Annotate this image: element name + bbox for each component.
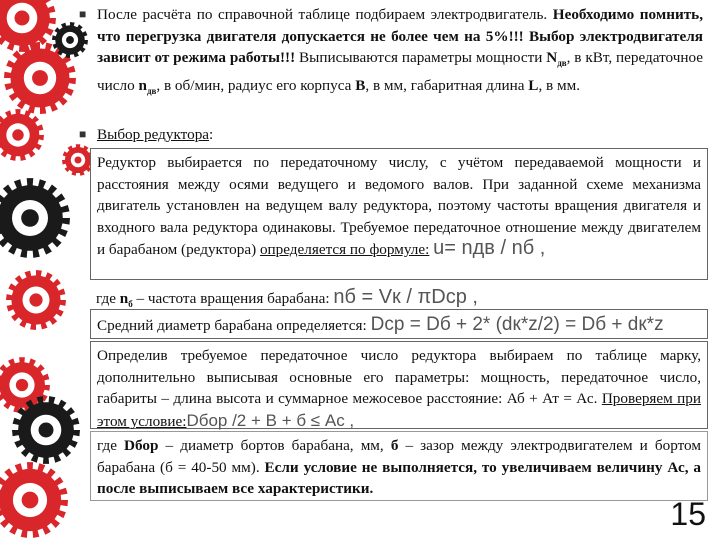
drum-speed-formula: nб = Vк / πDср ,	[333, 286, 478, 308]
selection-paragraph: Определив требуемое передаточное число редуктора выбираем по таблице марку, дополнительно выписывая основные его параметры: мощность, передаточное число, габариты – длина высота и суммарное межосевое расстояние: Аб + Ат = Ас. Проверяем при этом условие:Dбор /2 + B + б ≤ Ас ,	[90, 341, 708, 429]
reducer-paragraph: Редуктор выбирается по передаточному числу, с учётом передаваемой мощности и расстояния между осями ведущего и ведомого валов. При заданной схеме механизма двигатель установлен на ведущем валу редуктора, поэтому частоты вращения двигателя и входного вала редуктора одинаковы. Требуемое передаточное отношение между двигателем и барабаном (редуктора) определяется по формуле: u= nдв / nб ,	[90, 148, 708, 280]
bullet-marker: ■	[79, 7, 87, 21]
reducer-selection-link[interactable]: Выбор редуктора	[97, 126, 210, 143]
gear-ratio-formula: u= nдв / nб ,	[433, 237, 546, 260]
mean-diameter-row: Средний диаметр барабана определяется: Dср = Dб + 2* (dк*z/2) = Dб + dк*z	[90, 309, 708, 339]
bullet-reducer-selection: ■ Выбор редуктора:	[97, 124, 703, 146]
bullet-motor-selection	[79, 4, 703, 102]
condition-link[interactable]: Проверяем при этом условие:	[97, 390, 702, 430]
drum-speed-row: где $n_б$ – частота вращения барабана: nб = Vк / πDср ,	[96, 286, 478, 310]
bullet-marker: ■	[79, 127, 87, 141]
conclusion-paragraph: где Dбор – диаметр бортов барабана, мм, б – зазор между электродвигателем и бортом барабана (б = 40-50 мм). Если условие не выполняется, то увеличиваем величину Ас, а после выписываем все характеристики.	[90, 431, 708, 501]
mean-diameter-formula: Dср = Dб + 2* (dк*z/2) = Dб + dк*z	[370, 314, 664, 335]
conclusion-emphasis: Если условие не выполняется, то увеличиваем величину Ас, а после выписываем все характеристики.	[97, 458, 701, 498]
formula-link[interactable]: определяется по формуле:	[259, 241, 430, 259]
page-number: 15	[670, 496, 706, 532]
condition-formula: Dбор /2 + B + б ≤ Ас ,	[186, 410, 355, 430]
overload-warning: Необходимо помнить, что перегрузка двигателя допускается не более чем на 5%!!! Выбор электродвигателя зависит от режима работы!!!	[97, 6, 703, 67]
motor-selection-text: После расчёта по справочной таблице подбираем электродвигатель. Необходимо помнить, что перегрузка двигателя допускается не более чем на 5%!!! Выбор электродвигателя зависит от режима работы!!! Выписываются параметры мощности $N_{дв}$, в кВт, передаточное число $n_{дв}$, в об/мин, радиус его корпуса B, в мм, габаритная длина L, в мм.	[97, 6, 703, 96]
